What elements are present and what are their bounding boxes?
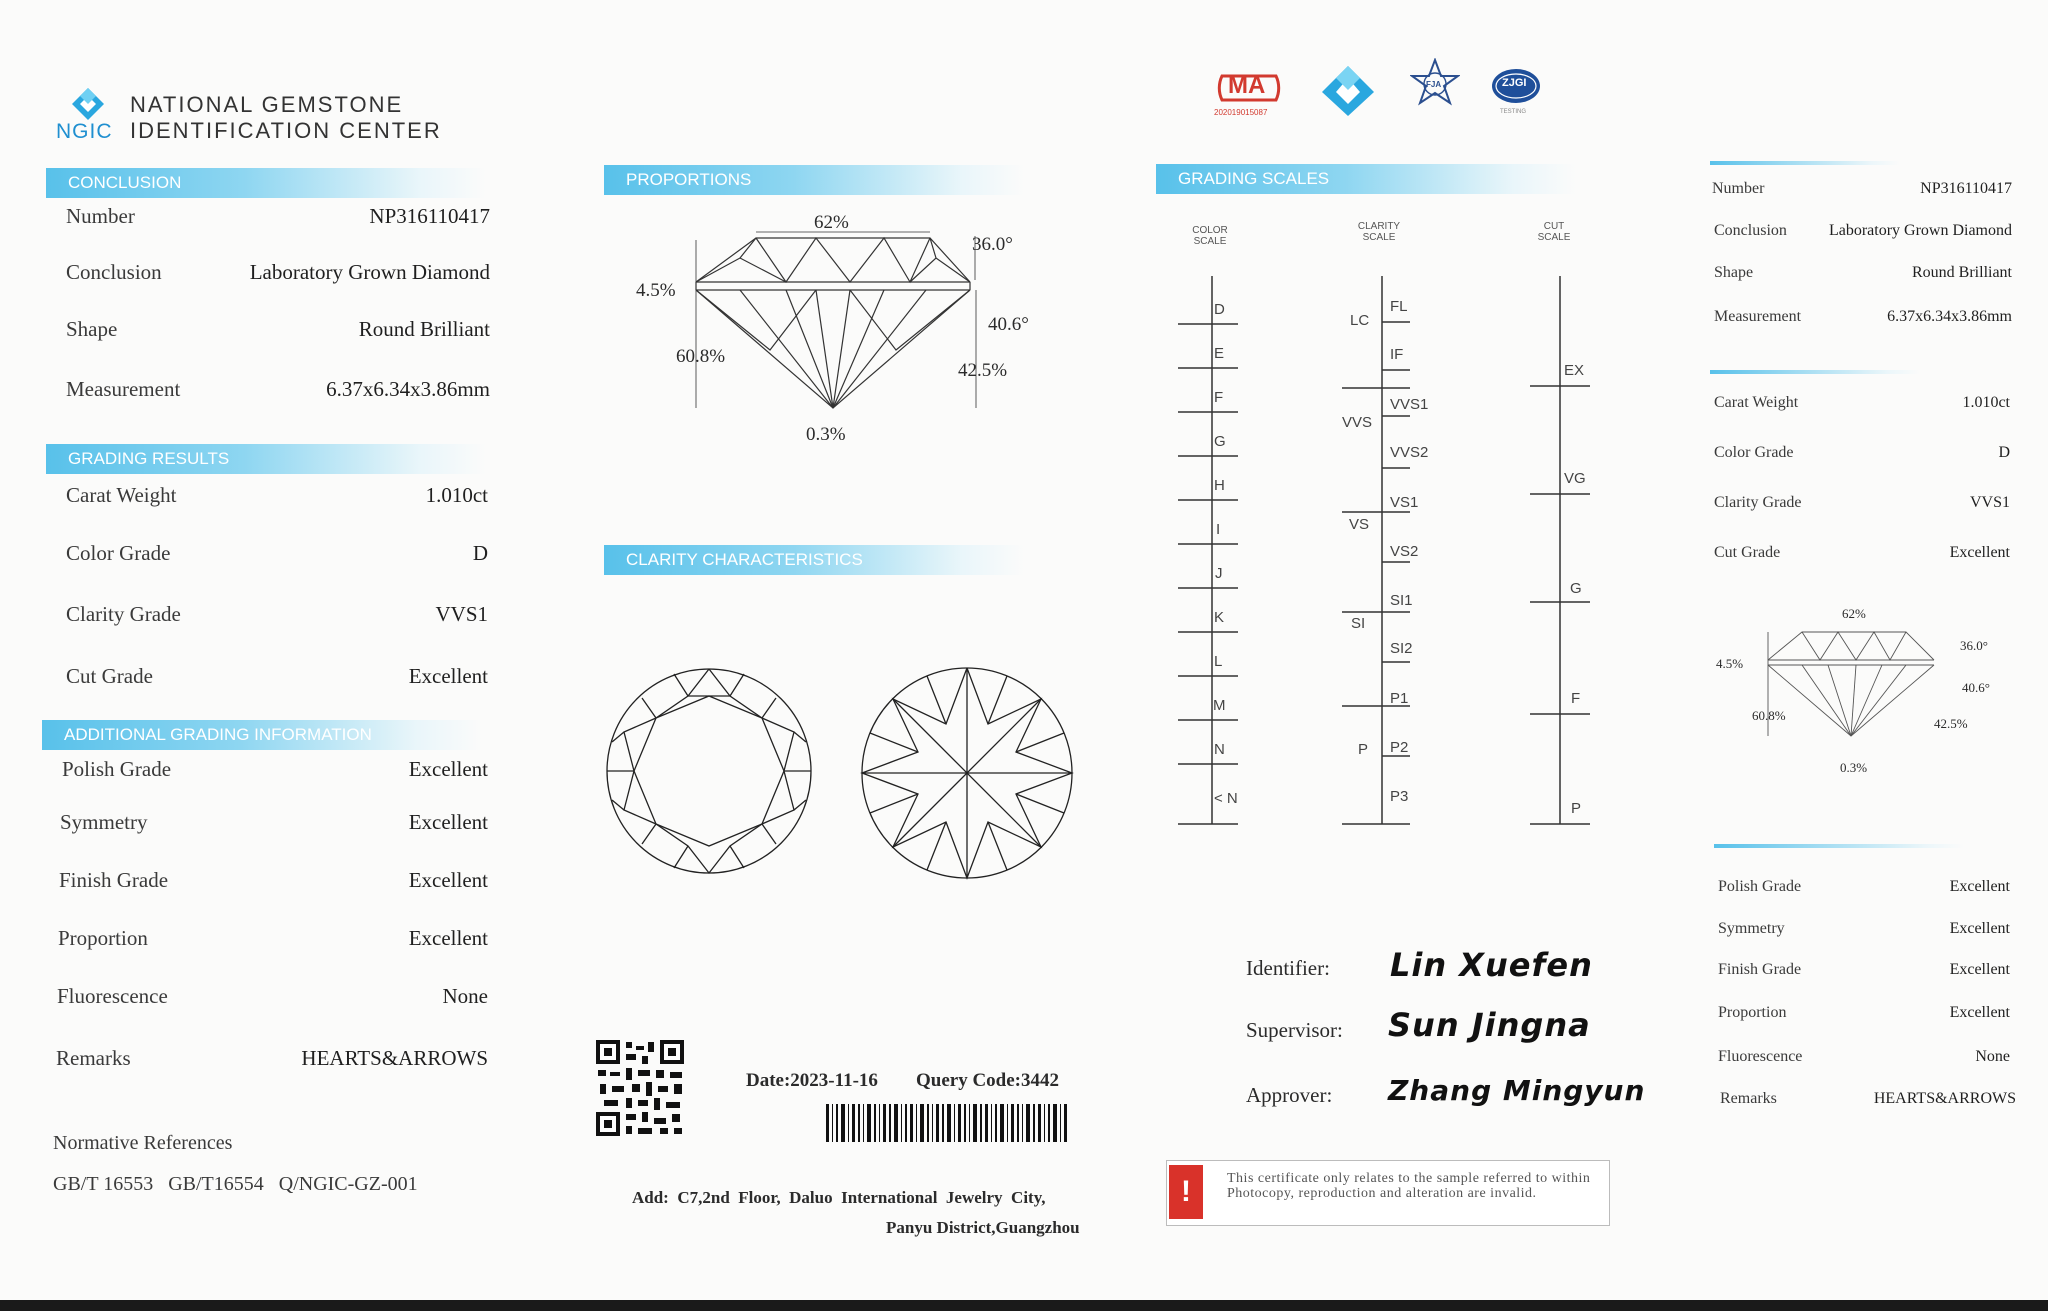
clarity-group-si: SI bbox=[1351, 615, 1366, 632]
color-grade-i: I bbox=[1216, 521, 1221, 538]
summary-prop-pavilion-depth: 42.5% bbox=[1934, 716, 1968, 731]
clarity-group-p: P bbox=[1358, 741, 1369, 758]
clarity-plot-pavilion bbox=[858, 664, 1076, 882]
summary-row-fluorescence: Fluorescence None bbox=[1718, 1048, 2010, 1065]
clarity-grade-p1: P1 bbox=[1390, 690, 1409, 707]
clarity-grade-fl: FL bbox=[1390, 298, 1408, 315]
org-name-line2: IDENTIFICATION CENTER bbox=[130, 118, 442, 143]
warning-icon: ! bbox=[1169, 1165, 1203, 1219]
color-scale-head: COLOR SCALE bbox=[1192, 225, 1228, 247]
cut-grade-g: G bbox=[1570, 580, 1582, 597]
prop-pavilion-angle: 40.6° bbox=[988, 314, 1029, 335]
cma-logo-number: 202019015087 bbox=[1214, 108, 1268, 117]
address-line2: Panyu District,Guangzhou bbox=[886, 1218, 1080, 1237]
summary-row-measurement: Measurement 6.37x6.34x3.86mm bbox=[1714, 308, 2012, 325]
color-grade-g: G bbox=[1214, 433, 1226, 450]
cut-scale-head: CUT SCALE bbox=[1537, 221, 1571, 243]
ngic-logo-text: NGIC bbox=[56, 120, 113, 143]
summary-prop-pavilion-angle: 40.6° bbox=[1962, 680, 1990, 695]
conclusion-row-number: Number NP316110417 bbox=[66, 204, 490, 228]
cut-grade-vg: VG bbox=[1564, 470, 1586, 487]
cut-grade-p: P bbox=[1571, 800, 1582, 817]
fja-logo-text: FJA bbox=[1426, 80, 1442, 89]
clarity-grade-vvs1: VVS1 bbox=[1390, 396, 1429, 413]
summary-row-proportion: Proportion Excellent bbox=[1718, 1004, 2010, 1021]
zjgi-logo-sub: TESTING bbox=[1500, 109, 1527, 115]
grading-row-clarity: Clarity Grade VVS1 bbox=[66, 602, 488, 626]
additional-row-remarks: Remarks HEARTS&ARROWS bbox=[56, 1046, 488, 1070]
clarity-scale-head: CLARITY SCALE bbox=[1357, 221, 1401, 243]
prop-girdle: 4.5% bbox=[636, 280, 676, 301]
clarity-grade-vs1: VS1 bbox=[1390, 494, 1419, 511]
grading-scales-band: GRADING SCALES bbox=[1156, 164, 1576, 194]
color-grade-f: F bbox=[1214, 389, 1224, 406]
summary-row-color: Color Grade D bbox=[1714, 444, 2010, 461]
additional-row-symmetry: Symmetry Excellent bbox=[60, 810, 488, 834]
summary-row-number: Number NP316110417 bbox=[1712, 180, 2012, 197]
prop-culet: 0.3% bbox=[806, 424, 846, 445]
conclusion-row-shape: Shape Round Brilliant bbox=[66, 317, 490, 341]
clarity-grade-vs2: VS2 bbox=[1390, 543, 1419, 560]
summary-divider-a bbox=[1710, 161, 1900, 165]
grading-row-carat: Carat Weight 1.010ct bbox=[66, 483, 488, 507]
prop-crown-angle: 36.0° bbox=[972, 234, 1013, 255]
org-name-line1: NATIONAL GEMSTONE bbox=[130, 92, 404, 117]
identifier-signature: Lin Xuefen bbox=[1390, 946, 1593, 984]
approver-label: Approver: bbox=[1246, 1083, 1333, 1107]
ngic-mark-logo bbox=[1320, 64, 1376, 118]
clarity-grade-p3: P3 bbox=[1390, 788, 1409, 805]
color-grade-k: K bbox=[1214, 609, 1225, 626]
color-grade-e: E bbox=[1214, 345, 1225, 362]
color-grade-m: M bbox=[1213, 697, 1226, 714]
grading-results-band: GRADING RESULTS bbox=[46, 444, 486, 474]
qr-code[interactable] bbox=[596, 1040, 684, 1136]
normative-title: Normative References bbox=[53, 1132, 233, 1154]
cut-grade-f: F bbox=[1571, 690, 1581, 707]
summary-row-carat: Carat Weight 1.010ct bbox=[1714, 394, 2010, 411]
color-grade-n: N bbox=[1214, 741, 1225, 758]
summary-prop-crown-angle: 36.0° bbox=[1960, 638, 1988, 653]
color-grade-d: D bbox=[1214, 301, 1225, 318]
cut-grade-ex: EX bbox=[1564, 362, 1585, 379]
summary-row-polish: Polish Grade Excellent bbox=[1718, 878, 2010, 895]
color-scale bbox=[1176, 276, 1246, 836]
prop-pavilion-depth: 42.5% bbox=[958, 360, 1008, 381]
conclusion-row-conclusion: Conclusion Laboratory Grown Diamond bbox=[66, 260, 490, 284]
color-grade-below-n: < N bbox=[1214, 790, 1238, 807]
clarity-group-vs: VS bbox=[1349, 516, 1370, 533]
additional-row-proportion: Proportion Excellent bbox=[58, 926, 488, 950]
conclusion-row-measurement: Measurement 6.37x6.34x3.86mm bbox=[66, 377, 490, 401]
query-code: Query Code:3442 bbox=[916, 1070, 1060, 1091]
clarity-grade-if: IF bbox=[1390, 346, 1404, 363]
summary-row-remarks: Remarks HEARTS&ARROWS bbox=[1720, 1090, 2016, 1107]
summary-divider-b bbox=[1710, 370, 1920, 374]
clarity-grade-si2: SI2 bbox=[1390, 640, 1413, 657]
summary-prop-girdle: 4.5% bbox=[1716, 656, 1744, 671]
additional-row-finish: Finish Grade Excellent bbox=[59, 868, 488, 892]
summary-proportions-diagram bbox=[1756, 620, 1956, 750]
notice-text: This certificate only relates to the sample referred to within Photocopy, reproduction and alteration are invalid. bbox=[1227, 1171, 1591, 1201]
clarity-grade-si1: SI1 bbox=[1390, 592, 1413, 609]
summary-prop-table: 62% bbox=[1842, 606, 1866, 621]
summary-row-finish: Finish Grade Excellent bbox=[1718, 961, 2010, 978]
supervisor-signature: Sun Jingna bbox=[1388, 1006, 1591, 1044]
issue-date: Date:2023-11-16 bbox=[746, 1070, 878, 1091]
grading-row-cut: Cut Grade Excellent bbox=[66, 664, 488, 688]
zjgi-logo-text: ZJGI bbox=[1502, 77, 1527, 89]
additional-band: ADDITIONAL GRADING INFORMATION bbox=[42, 720, 482, 750]
cma-logo-text: MA bbox=[1228, 72, 1266, 99]
conclusion-band: CONCLUSION bbox=[46, 168, 486, 198]
approver-signature: Zhang Mingyun bbox=[1388, 1074, 1646, 1107]
address-line1: Add: C7,2nd Floor, Daluo International Jewelry City, bbox=[632, 1188, 1046, 1207]
identifier-label: Identifier: bbox=[1246, 956, 1330, 980]
clarity-grade-p2: P2 bbox=[1390, 739, 1409, 756]
normative-refs: GB/T 16553 GB/T16554 Q/NGIC-GZ-001 bbox=[53, 1173, 418, 1195]
additional-row-fluorescence: Fluorescence None bbox=[57, 984, 488, 1008]
supervisor-label: Supervisor: bbox=[1246, 1018, 1343, 1042]
summary-divider-c bbox=[1714, 844, 1964, 848]
summary-row-conclusion: Conclusion Laboratory Grown Diamond bbox=[1714, 222, 2012, 239]
prop-total-depth: 60.8% bbox=[676, 346, 726, 367]
summary-prop-total-depth: 60.8% bbox=[1752, 708, 1786, 723]
summary-prop-culet: 0.3% bbox=[1840, 760, 1868, 775]
color-grade-j: J bbox=[1215, 565, 1223, 582]
color-grade-l: L bbox=[1214, 653, 1223, 670]
summary-row-clarity: Clarity Grade VVS1 bbox=[1714, 494, 2010, 511]
clarity-group-lc: LC bbox=[1350, 312, 1370, 329]
notice-box bbox=[1166, 1160, 1610, 1226]
clarity-grade-vvs2: VVS2 bbox=[1390, 444, 1429, 461]
barcode[interactable] bbox=[826, 1104, 1070, 1142]
color-grade-h: H bbox=[1214, 477, 1225, 494]
summary-row-symmetry: Symmetry Excellent bbox=[1718, 920, 2010, 937]
grading-row-color: Color Grade D bbox=[66, 541, 488, 565]
clarity-plot-crown bbox=[602, 664, 816, 878]
proportions-band: PROPORTIONS bbox=[604, 165, 1024, 195]
summary-row-shape: Shape Round Brilliant bbox=[1714, 264, 2012, 281]
clarity-band: CLARITY CHARACTERISTICS bbox=[604, 545, 1024, 575]
additional-row-polish: Polish Grade Excellent bbox=[62, 757, 488, 781]
cut-scale bbox=[1520, 276, 1590, 836]
summary-row-cut: Cut Grade Excellent bbox=[1714, 544, 2010, 561]
prop-table: 62% bbox=[814, 212, 849, 233]
clarity-group-vvs: VVS bbox=[1342, 414, 1373, 431]
